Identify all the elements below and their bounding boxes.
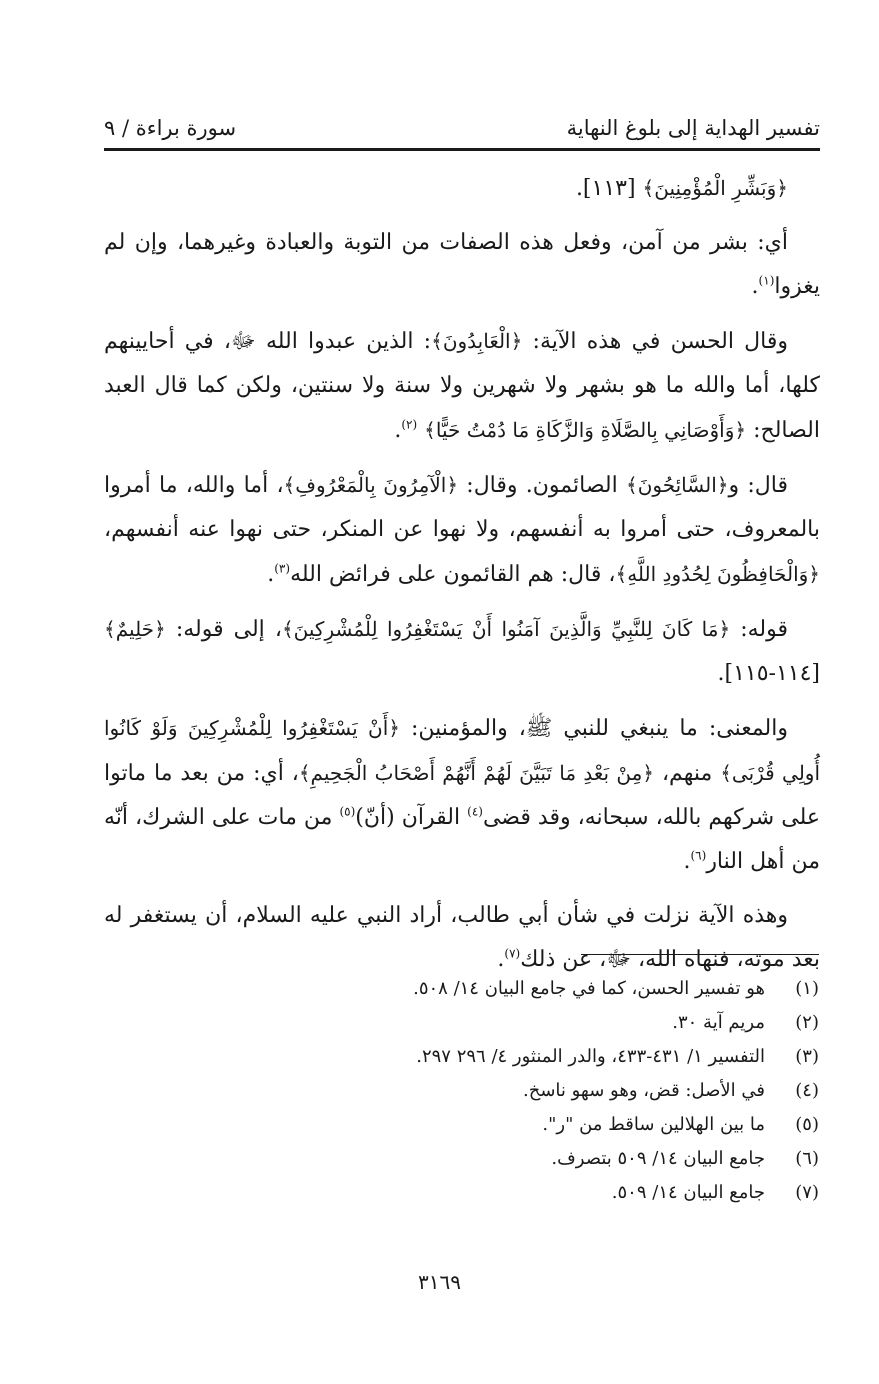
footnote-item	[199, 1074, 819, 1108]
footnote-text: جامع البيان ١٤/ ٥٠٩.	[611, 1182, 765, 1203]
paragraph-tail: .	[394, 418, 402, 443]
footnote-number: (١)	[795, 978, 819, 999]
paragraph-text: وقال الحسن في هذه الآية:	[522, 329, 789, 354]
paragraph-text: منهم،	[654, 761, 721, 786]
footnote-number: (٢)	[795, 1012, 819, 1033]
footnote-item	[199, 1176, 819, 1210]
footnote-text: في الأصل: قض، وهو سهو ناسخ.	[522, 1080, 765, 1101]
quran-verse: ﴿مِنْ بَعْدِ مَا تَبَيَّنَ لَهُمْ أَنَّهُمْ أَصْحَابُ الْجَحِيمِ﴾	[298, 761, 655, 785]
footnote-text: التفسير ١/ ٤٣١-٤٣٣، والدر المنثور ٤/ ٢٩٦ ٢٩٧.	[416, 1046, 765, 1067]
footnote-item	[199, 1040, 819, 1074]
paragraph-tail: .	[497, 947, 505, 972]
paragraph-text: أي: بشر من آمن، وفعل هذه الصفات من التوبة والعبادة وغيرهما، وإن لم يغزوا	[104, 230, 820, 299]
book-title: تفسير الهداية إلى بلوغ النهاية	[566, 116, 820, 140]
footnote-ref: (٧)	[504, 946, 521, 961]
footnote-item	[199, 1142, 819, 1176]
paragraph-text: ، إلى قوله:	[165, 617, 282, 642]
footnote-ref: (٤)	[467, 804, 483, 819]
paragraph-text: ، أي: من بعد ما ماتوا على شركهم بالله، سبحانه، وقد قضى	[104, 761, 820, 830]
page-number: ٣١٦٩	[418, 1270, 461, 1294]
quran-verse: ﴿وَأَوْصَانِي بِالصَّلَاةِ وَالزَّكَاةِ مَا دُمْتُ حَيًّا﴾	[424, 418, 747, 442]
paragraph-text: من مات على الشرك، أنّه من أهل النار	[104, 805, 820, 874]
quran-verse: ﴿حَلِيمٌ﴾	[104, 617, 166, 641]
quran-verse: ﴿الْعَابِدُونَ﴾	[431, 329, 523, 353]
paragraph-5	[104, 607, 820, 696]
quran-verse: ﴿أَنْ يَسْتَغْفِرُوا لِلْمُشْرِكِينَ وَلَوْ كَانُوا أُولِي قُرْبَى﴾	[104, 716, 820, 785]
quran-verse: ﴿وَالْحَافِظُونَ لِحُدُودِ اللَّهِ﴾	[615, 562, 820, 586]
footnote-ref: (٣)	[274, 561, 291, 576]
footnote-item	[199, 1006, 819, 1040]
verse-number: [١١٣].	[575, 176, 643, 201]
footnote-text: مريم آية ٣٠.	[672, 1012, 765, 1033]
running-header	[104, 108, 820, 148]
footnote-ref: (٢)	[401, 417, 418, 432]
footnotes-list	[199, 972, 819, 1210]
paragraph-text: ، قال: هم القائمون على فرائض الله	[290, 562, 616, 587]
paragraph-3	[104, 319, 820, 453]
footnote-number: (٤)	[795, 1080, 819, 1101]
paragraph-6	[104, 706, 820, 884]
footnote-text: هو تفسير الحسن، كما في جامع البيان ١٤/ ٥٠٨.	[413, 978, 765, 999]
footnote-number: (٧)	[795, 1182, 819, 1203]
paragraph-text: قوله:	[730, 617, 788, 642]
footnote-ref: (٦)	[690, 848, 707, 863]
paragraph-text: والمعنى: ما ينبغي للنبي ﷺ، والمؤمنين:	[399, 716, 788, 741]
main-text	[104, 166, 820, 992]
footnote-ref: (١)	[758, 273, 775, 288]
verse-range: [١١٤-١١٥].	[717, 661, 820, 686]
quran-verse: ﴿وَبَشِّرِ الْمُؤْمِنِينَ﴾	[642, 176, 788, 200]
footnote-text: ما بين الهلالين ساقط من "ر".	[542, 1114, 765, 1135]
paragraph-2	[104, 221, 820, 309]
paragraph-1	[104, 166, 820, 211]
footnote-item	[199, 1108, 819, 1142]
footnote-number: (٥)	[795, 1114, 819, 1135]
paragraph-text: قال: و	[728, 473, 788, 498]
footnote-item	[199, 972, 819, 1006]
paragraph-7	[104, 894, 820, 982]
paragraph-text: الصائمون. وقال:	[458, 473, 626, 498]
paragraph-tail: .	[683, 849, 691, 874]
footnote-text: جامع البيان ١٤/ ٥٠٩ بتصرف.	[551, 1148, 765, 1169]
quran-verse: ﴿السَّائِحُونَ﴾	[625, 473, 729, 497]
paragraph-text: وهذه الآية نزلت في شأن أبي طالب، أراد النبي عليه السلام، أن يستغفر له بعد موته، فنهاه الله، ﷻ، عن ذلك	[104, 903, 820, 972]
quran-verse: ﴿الْآمِرُونَ بِالْمَعْرُوفِ﴾	[283, 473, 459, 497]
paragraph-text: القرآن (أنّ)	[355, 805, 468, 830]
paragraph-tail: .	[267, 562, 275, 587]
footnote-ref: (٥)	[339, 804, 356, 819]
paragraph-text: : الذين عبدوا الله ﷻ، في أحايينهم كلها، أما والله ما هو بشهر ولا شهرين ولا سنة ولا سنتين، ولكن كما قال العبد الصالح:	[104, 329, 821, 443]
footnote-number: (٦)	[795, 1148, 819, 1169]
footnote-divider	[581, 954, 819, 955]
quran-verse: ﴿مَا كَانَ لِلنَّبِيِّ وَالَّذِينَ آمَنُوا أَنْ يَسْتَغْفِرُوا لِلْمُشْرِكِينَ﴾	[281, 617, 731, 641]
paragraph-4	[104, 463, 820, 597]
paragraph-text: ، أما والله، ما أمروا بالمعروف، حتى أمروا به أنفسهم، ولا نهوا عن المنكر، حتى نهوا عنه أنفسهم،	[104, 473, 820, 542]
header-divider	[104, 148, 820, 151]
paragraph-tail: .	[751, 274, 759, 299]
footnote-number: (٣)	[795, 1046, 819, 1067]
surah-label: سورة براءة / ٩	[104, 116, 237, 140]
